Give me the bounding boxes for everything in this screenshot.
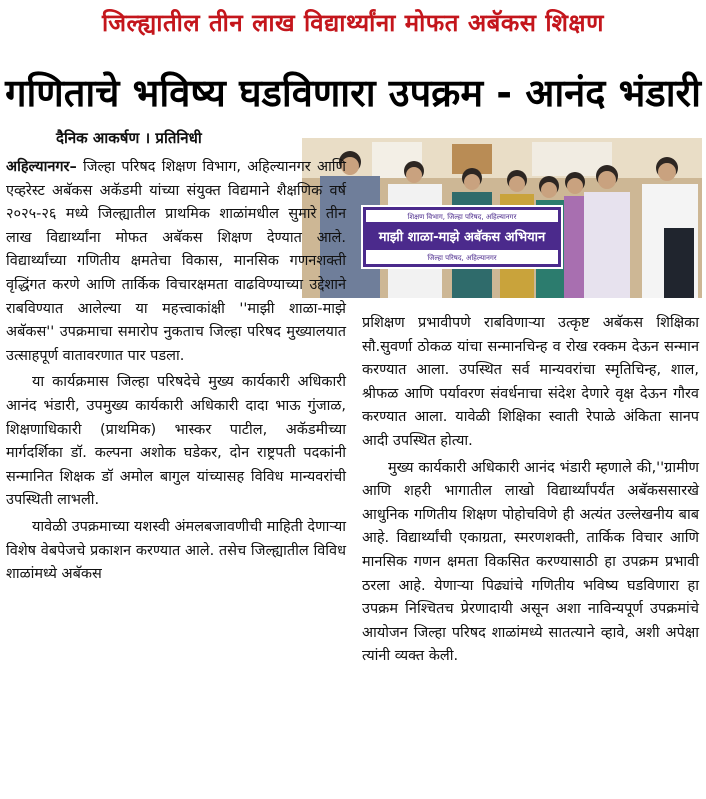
article-column-right bbox=[362, 312, 699, 672]
article-paragraph: प्रशिक्षण प्रभावीपणे राबविणाऱ्या उत्कृष्ट अबॅकस शिक्षिका सौ.सुवर्णा ठोकळ यांचा सन्मानचिन्ह व रोख रक्कम देऊन सन्मान करण्यात आला. उपस्थित सर्व मान्यवरांचा स्मृतिचिन्ह, शाल, श्रीफळ आणि पर्यावरण संवर्धनाचा संदेश देणारे वृक्ष देऊन गौरव करण्यात आला. यावेळी शिक्षिका स्वाती रेपाळे अंकिता सानप आदी उपस्थित होत्या. bbox=[362, 315, 699, 449]
article-column-left bbox=[6, 156, 346, 590]
article-paragraph: मुख्य कार्यकारी अधिकारी आनंद भंडारी म्हणाले की,''ग्रामीण आणि शहरी भागातील लाखो विद्यार्थ्यांपर्यंत अबॅकससारखे आधुनिक गणितीय शिक्षण पोहोचविणे ही अत्यंत उल्लेखनीय बाब आहे. विद्यार्थ्यांची एकाग्रता, स्मरणशक्ती, तार्किक विचार आणि मानसिक गणन क्षमता विकसित करण्यासाठी हा उपक्रम प्रभावी ठरला आहे. येणाऱ्या पिढ्यांचे गणितीय भविष्य घडविणारा हा उपक्रम निश्चितच प्रेरणादायी असून अशा नाविन्यपूर्ण उपक्रमांचे आयोजन जिल्हा परिषद शाळांमध्ये सातत्याने व्हावे, अशी अपेक्षा त्यांनी व्यक्त केली. bbox=[362, 459, 699, 665]
event-group-photo bbox=[302, 138, 702, 298]
article-kicker: जिल्ह्यातील तीन लाख विद्यार्थ्यांना मोफत अबॅकस शिक्षण bbox=[102, 9, 604, 37]
article-headline: गणिताचे भविष्य घडविणारा उपक्रम - आनंद भंडारी bbox=[5, 71, 701, 115]
article-byline: दैनिक आकर्षण । प्रतिनिधी bbox=[56, 129, 202, 147]
banner-top-text: शिक्षण विभाग, जिल्हा परिषद, अहिल्यानगर bbox=[407, 213, 517, 221]
news-photo bbox=[302, 138, 702, 298]
article-paragraph: अहिल्यानगर– जिल्हा परिषद शिक्षण विभाग, अहिल्यानगर आणि एव्हरेस्ट अबॅकस अकॅडमी यांच्या संयुक्त विद्यमाने शैक्षणिक वर्ष २०२५-२६ मध्ये जिल्ह्यातील प्राथमिक शाळांमधील सुमारे तीन लाख विद्यार्थ्यांना मोफत अबॅकस शिक्षण देण्यात आले. विद्यार्थ्यांच्या गणितीय क्षमतेचा विकास, मानसिक गणनशक्ती वृद्धिंगत करणे आणि तार्किक विचारक्षमता वाढविण्याच्या उद्देशाने राबविण्यात आलेल्या या महत्त्वाकांक्षी ''माझी शाळा-माझे अबॅकस'' उपक्रमाचा समारोप नुकताच जिल्हा परिषद मुख्यालयात उत्साहपूर्ण वातावरणात पार पडला. bbox=[6, 159, 346, 364]
banner-sub-text: जिल्हा परिषद, अहिल्यानगर bbox=[427, 254, 497, 262]
banner-title-text: माझी शाळा-माझे अबॅकस अभियान bbox=[378, 230, 546, 245]
article-paragraph: या कार्यक्रमास जिल्हा परिषदेचे मुख्य कार्यकारी अधिकारी आनंद भंडारी, उपमुख्य कार्यकारी अधिकारी दादा भाऊ गुंजाळ, शिक्षणाधिकारी (प्राथमिक) भास्कर पाटील, अकॅडमीच्या मार्गदर्शिका डॉ. कल्पना अशोक घडेकर, दोन राष्ट्रपती पदकांनी सन्मानित शिक्षक डॉ अमोल बागुल यांच्यासह विविध मान्यवरांची उपस्थिती लाभली. bbox=[6, 374, 346, 509]
article-dateline: अहिल्यानगर– bbox=[6, 159, 77, 175]
article-paragraph: यावेळी उपक्रमाच्या यशस्वी अंमलबजावणीची माहिती देणाऱ्या विशेष वेबपेजचे प्रकाशन करण्यात आले. तसेच जिल्ह्यातील विविध शाळांमध्ये अबॅकस bbox=[6, 518, 346, 583]
